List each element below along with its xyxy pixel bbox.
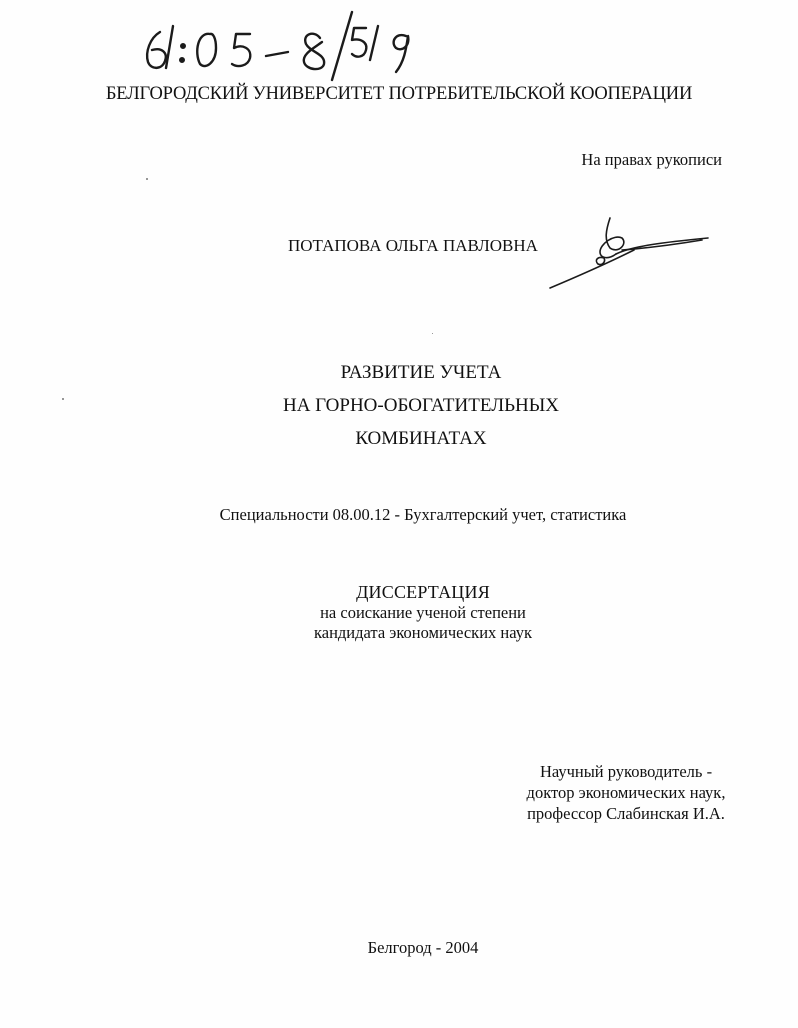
- scan-speck: [146, 178, 148, 180]
- supervisor-role: Научный руководитель -: [539, 762, 713, 781]
- degree-line: на соискание ученой степени: [320, 603, 526, 622]
- supervisor-name: профессор Слабинская И.А.: [527, 804, 725, 823]
- title-line: НА ГОРНО-ОБОГАТИТЕЛЬНЫХ: [282, 395, 560, 416]
- manuscript-rights-note: На правах рукописи: [581, 150, 722, 169]
- title-line: РАЗВИТИЕ УЧЕТА: [340, 362, 502, 383]
- university-name: БЕЛГОРОДСКИЙ УНИВЕРСИТЕТ ПОТРЕБИТЕЛЬСКОЙ КООПЕРАЦИИ: [105, 84, 693, 104]
- title-line: КОМБИНАТАХ: [355, 428, 487, 449]
- degree-block: [0, 581, 798, 643]
- dissertation-title: [0, 356, 798, 455]
- author-signature: [548, 214, 714, 294]
- degree-line: кандидата экономических наук: [313, 623, 532, 642]
- specialty-line: Специальности 08.00.12 - Бухгалтерский учет, статистика: [219, 505, 627, 524]
- scientific-supervisor: [498, 761, 754, 824]
- document-type: ДИССЕРТАЦИЯ: [356, 582, 490, 602]
- city-and-year: Белгород - 2004: [367, 938, 479, 957]
- scan-speck: [62, 398, 64, 400]
- author-name: ПОТАПОВА ОЛЬГА ПАВЛОВНА: [288, 236, 538, 255]
- handwritten-archive-number: [138, 8, 450, 84]
- scan-speck: [432, 333, 433, 334]
- supervisor-degree: доктор экономических наук,: [526, 783, 726, 802]
